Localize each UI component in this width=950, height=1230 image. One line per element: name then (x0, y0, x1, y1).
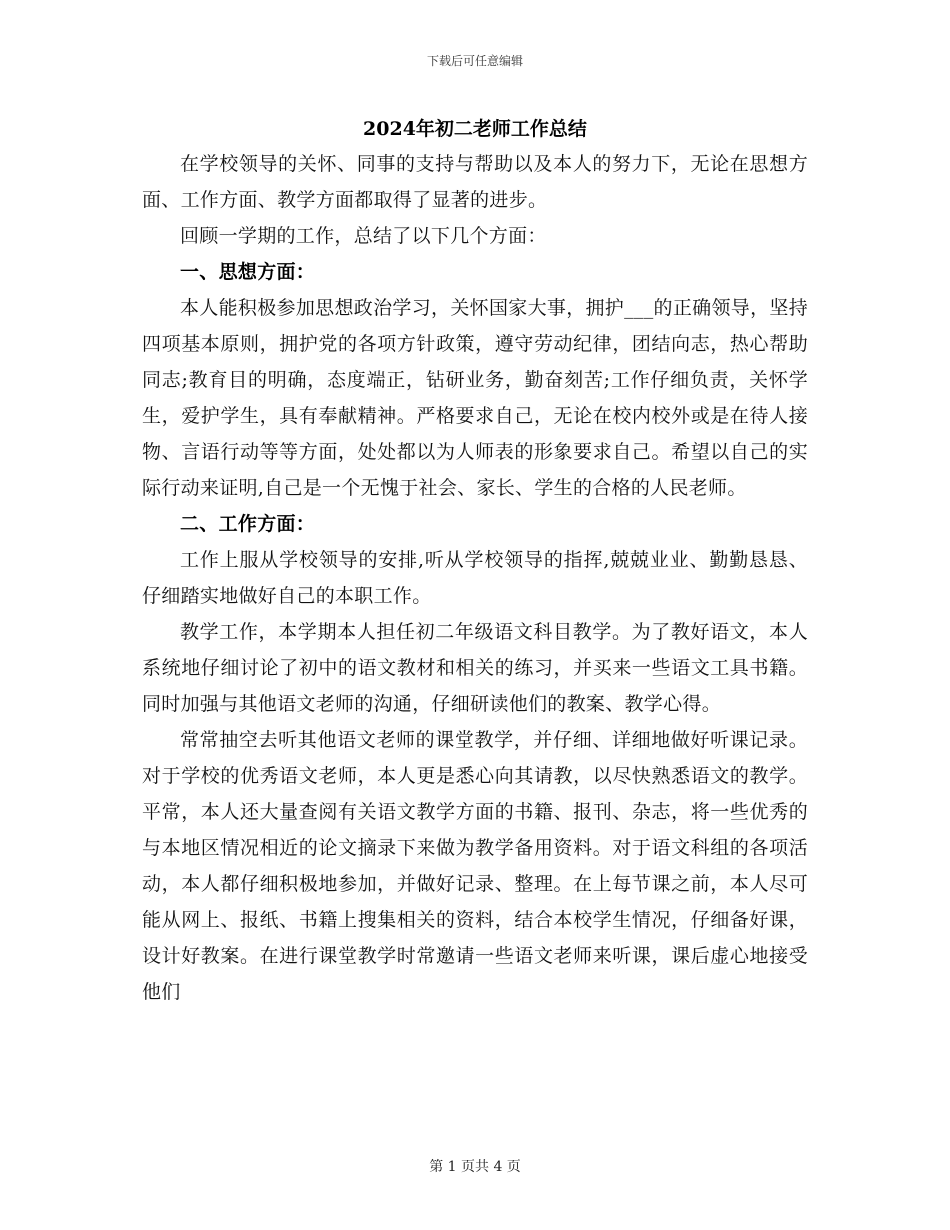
section-heading-thought: 一、思想方面： (180, 261, 316, 283)
page-number: 第 1 页共 4 页 (429, 1159, 521, 1175)
paragraph-work: 工作上服从学校领导的安排,听从学校领导的指挥,兢兢业业、勤勤恳恳、仔细踏实地做好自己的本职工作。 (142, 549, 808, 607)
paragraph-intro: 在学校领导的关怀、同事的支持与帮助以及本人的努力下，无论在思想方面、工作方面、教学方面都取得了显著的进步。 (142, 153, 808, 211)
paragraph-observation: 常常抽空去听其他语文老师的课堂教学，并仔细、详细地做好听课记录。对于学校的优秀语文老师，本人更是悉心向其请教，以尽快熟悉语文的教学。平常，本人还大量查阅有关语文教学方面的书籍、报刊、杂志，将一些优秀的与本地区情况相近的论文摘录下来做为教学备用资料。对于语文科组的各项活动，本人都仔细积极地参加，并做好记录、整理。在上每节课之前，本人尽可能从网上、报纸、书籍上搜集相关的资料，结合本校学生情况，仔细备好课，设计好教案。在进行课堂教学时常邀请一些语文老师来听课，课后虚心地接受他们 (142, 729, 808, 1003)
document-title: 2024年初二老师工作总结 (363, 118, 587, 140)
header-note: 下载后可任意编辑 (426, 54, 523, 68)
paragraph-thought: 本人能积极参加思想政治学习，关怀国家大事，拥护___的正确领导，坚持四项基本原则，拥护党的各项方针政策，遵守劳动纪律，团结向志，热心帮助同志;教育目的明确，态度端正，钻研业务，勤奋刻苦;工作仔细负责，关怀学生，爱护学生，具有奉献精神。严格要求自己，无论在校内校外或是在待人接物、言语行动等等方面，处处都以为人师表的形象要求自己。希望以自己的实际行动来证明,自己是一个无愧于社会、家长、学生的合格的人民老师。 (142, 297, 808, 499)
paragraph-review: 回顾一学期的工作，总结了以下几个方面： (180, 225, 547, 247)
section-heading-work: 二、工作方面： (180, 513, 316, 535)
document-body (142, 146, 808, 1010)
paragraph-teaching: 教学工作，本学期本人担任初二年级语文科目教学。为了教好语文，本人系统地仔细讨论了初中的语文教材和相关的练习，并买来一些语文工具书籍。同时加强与其他语文老师的沟通，仔细研读他们的教案、教学心得。 (142, 621, 808, 715)
